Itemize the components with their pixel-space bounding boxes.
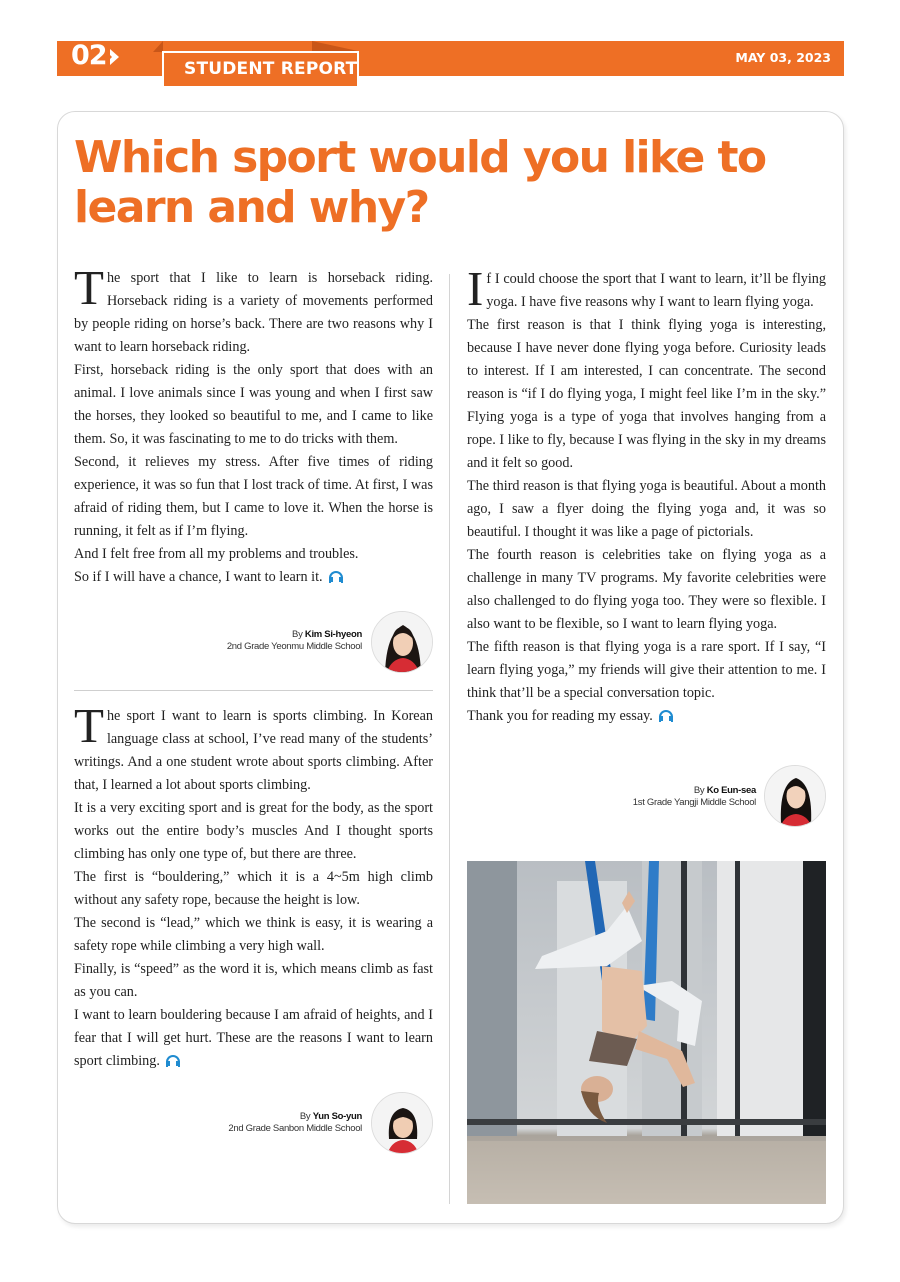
article-paragraph: Second, it relieves my stress. After five times of riding experience, it was so fun that I lost track of time. At first, I was afraid of riding them, but I came to love it. When the horse is running, it felt as if I’m flying. xyxy=(74,454,433,539)
drop-cap: T xyxy=(74,260,104,315)
byline: By Kim Si-hyeon 2nd Grade Yeonmu Middle School xyxy=(122,629,362,653)
author-school: 2nd Grade Yeonmu Middle School xyxy=(226,641,362,652)
article-paragraph: Thank you for reading my essay. xyxy=(467,705,826,728)
avatar xyxy=(371,611,433,673)
column-divider xyxy=(449,274,450,1204)
article-horseback xyxy=(74,260,433,589)
page-title: Which sport would you like to learn and why? xyxy=(74,132,766,233)
article-paragraph: First, horseback riding is the only sport that does with an animal. I love animals since I was young and when I first saw the horses, they looked so beautiful to me, and I came to like them. So, it was fascinating to me to do tricks with them. xyxy=(74,362,433,447)
article-paragraph: The sport that I like to learn is horseback riding. Horseback riding is a variety of movements performed by people riding on horse’s back. There are two reasons why I want to learn horseback riding. xyxy=(74,260,433,355)
aerial-yoga-photo xyxy=(467,861,826,1204)
drop-cap: T xyxy=(74,698,104,753)
article-paragraph: The fourth reason is celebrities take on flying yoga as a challenge in many TV programs. My favorite celebrities were also challenged to do flying yoga too. They were so flexible. I also want to be flexible, so I want to learn flying yoga. xyxy=(467,547,826,632)
page-number: 02 xyxy=(71,40,107,71)
author-name: Kim Si-hyeon xyxy=(304,629,362,640)
article-paragraph: The first is “bouldering,” which it is a 4~5m high climb without any safety rope, because the height is low. xyxy=(74,869,433,908)
author-school: 2nd Grade Sanbon Middle School xyxy=(228,1123,362,1134)
article-paragraph: So if I will have a chance, I want to learn it. xyxy=(74,566,433,589)
byline: By Ko Eun-sea 1st Grade Yangji Middle School xyxy=(516,785,756,809)
article-paragraph: The sport I want to learn is sports climbing. In Korean language class at school, I’ve read many of the students’ writings. And a one student wrote about sports climbing. After that, I learned a lot about sports climbing. xyxy=(74,698,433,793)
article-yoga xyxy=(467,261,826,728)
article-paragraph: The first reason is that I think flying yoga is interesting, because I have never done flying yoga before. Curiosity leads to interest. If I am interested, I can concentrate. The second reason is “if I do flying yoga, I might feel like I’m in the sky.” Flying yoga is a type of yoga that involves hanging from a rope. I like to fly, because I was flying in the sky in my dreams and it felt so good. xyxy=(467,317,826,471)
article-paragraph: The second is “lead,” which we think is easy, it is wearing a safety rope while climbing a very high wall. xyxy=(74,915,433,954)
headphones-icon xyxy=(659,710,672,721)
article-paragraph: The third reason is that flying yoga is beautiful. About a month ago, I saw a flyer doing the flying yoga and, it was so beautiful. I thought it was like a page of pictorials. xyxy=(467,478,826,540)
headphones-icon xyxy=(166,1055,179,1066)
author-name: Yun So-yun xyxy=(312,1111,362,1122)
article-paragraph: I want to learn bouldering because I am afraid of heights, and I fear that I will get hurt. These are the reasons I want to learn sport climbing. xyxy=(74,1007,433,1069)
avatar xyxy=(764,765,826,827)
byline: By Yun So-yun 2nd Grade Sanbon Middle School xyxy=(122,1111,362,1135)
article-paragraph: It is a very exciting sport and is great for the body, as the sport works out the entire body’s muscles And I thought sports climbing has only one type of, but there are three. xyxy=(74,800,433,862)
author-name: Ko Eun-sea xyxy=(706,785,756,796)
section-label: STUDENT REPORT xyxy=(184,59,358,79)
drop-cap: I xyxy=(467,261,484,316)
article-climbing xyxy=(74,698,433,1073)
article-paragraph: And I felt free from all my problems and troubles. xyxy=(74,546,359,562)
article-paragraph: The fifth reason is that flying yoga is a rare sport. If I say, “I learn flying yoga,” my friends will give their attention to me. I think that’ll be a special conversation topic. xyxy=(467,639,826,701)
article-paragraph: Finally, is “speed” as the word it is, which means climb as fast as you can. xyxy=(74,961,433,1000)
avatar xyxy=(371,1092,433,1154)
author-school: 1st Grade Yangji Middle School xyxy=(632,797,756,808)
article-divider xyxy=(74,690,433,691)
chevron-right-icon xyxy=(110,49,119,65)
headphones-icon xyxy=(329,571,342,582)
issue-date: MAY 03, 2023 xyxy=(735,50,831,65)
article-paragraph: If I could choose the sport that I want to learn, it’ll be flying yoga. I have five reasons why I want to learn flying yoga. xyxy=(467,261,826,316)
